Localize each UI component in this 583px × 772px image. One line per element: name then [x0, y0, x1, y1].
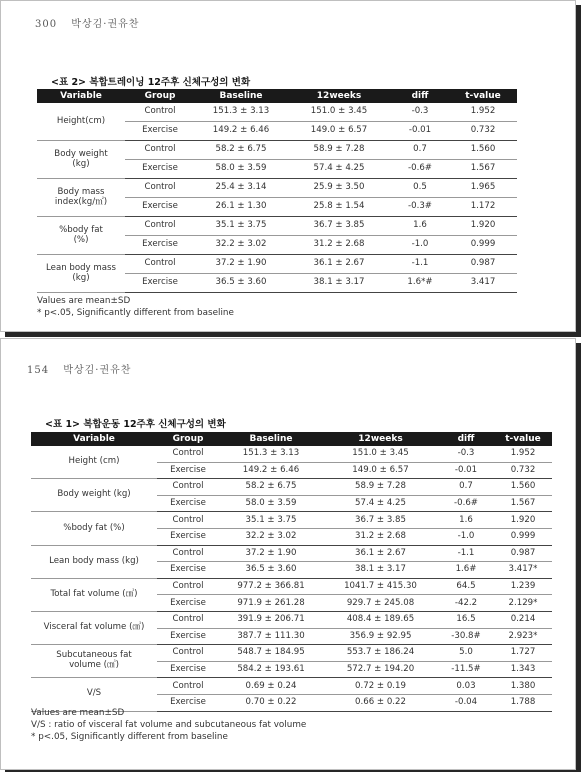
- cell-12weeks: 58.9 ± 7.28: [287, 141, 391, 160]
- cell-baseline: 548.7 ± 184.95: [219, 645, 323, 662]
- cell-group: Exercise: [125, 198, 195, 217]
- cell-12weeks: 57.4 ± 4.25: [323, 495, 438, 512]
- cell-group: Control: [157, 678, 219, 695]
- cell-variable: [31, 611, 157, 644]
- cell-t-value: 0.214: [494, 611, 552, 628]
- cell-variable: [31, 446, 157, 479]
- table-row: [37, 217, 517, 236]
- cell-diff: 0.7: [438, 479, 494, 496]
- cell-group: Control: [125, 141, 195, 160]
- page-number: 300: [35, 19, 58, 30]
- cell-variable: [31, 479, 157, 512]
- cell-variable: [31, 645, 157, 678]
- cell-t-value: 1.172: [449, 198, 517, 217]
- header-diff: diff: [438, 432, 494, 446]
- running-authors: 박상김·권유찬: [71, 19, 140, 30]
- cell-group: Exercise: [157, 661, 219, 678]
- cell-t-value: 0.999: [449, 236, 517, 255]
- cell-diff: 0.7: [391, 141, 449, 160]
- cell-t-value: 0.732: [494, 462, 552, 479]
- cell-group: Exercise: [125, 122, 195, 141]
- cell-12weeks: 58.9 ± 7.28: [323, 479, 438, 496]
- cell-diff: -42.2: [438, 595, 494, 612]
- page-panel-top: [0, 0, 576, 332]
- table-row: [37, 141, 517, 160]
- cell-t-value: 1.380: [494, 678, 552, 695]
- cell-group: Exercise: [125, 274, 195, 293]
- cell-baseline: 58.2 ± 6.75: [219, 479, 323, 496]
- cell-group: Exercise: [157, 595, 219, 612]
- cell-variable: [37, 255, 125, 293]
- cell-diff: -0.6#: [391, 160, 449, 179]
- variable-label-line: Subcutaneous fat: [56, 650, 132, 661]
- cell-group: Exercise: [157, 694, 219, 711]
- table-row: [31, 678, 552, 695]
- cell-group: Control: [157, 545, 219, 562]
- header-baseline: Baseline: [219, 432, 323, 446]
- table-row: [31, 611, 552, 628]
- cell-t-value: 2.923*: [494, 628, 552, 645]
- cell-diff: -0.01: [438, 462, 494, 479]
- cell-12weeks: 0.72 ± 0.19: [323, 678, 438, 695]
- cell-12weeks: 57.4 ± 4.25: [287, 160, 391, 179]
- page-number: 154: [27, 365, 50, 376]
- cell-baseline: 0.69 ± 0.24: [219, 678, 323, 695]
- cell-variable: [31, 512, 157, 545]
- cell-group: Control: [125, 103, 195, 122]
- cell-group: Control: [125, 255, 195, 274]
- cell-t-value: 2.129*: [494, 595, 552, 612]
- header-12weeks: 12weeks: [323, 432, 438, 446]
- cell-diff: -0.3: [438, 446, 494, 462]
- header-baseline: Baseline: [195, 89, 287, 103]
- variable-label-line: %body fat: [59, 224, 103, 235]
- cell-diff: -0.3: [391, 103, 449, 122]
- cell-diff: 64.5: [438, 578, 494, 595]
- cell-baseline: 151.3 ± 3.13: [219, 446, 323, 462]
- cell-t-value: 0.732: [449, 122, 517, 141]
- variable-label-line: V/S: [86, 688, 102, 699]
- cell-12weeks: 36.7 ± 3.85: [323, 512, 438, 529]
- variable-label-line: volume (㎤): [69, 660, 119, 671]
- variable-label-line: Lean body mass (kg): [49, 555, 139, 566]
- cell-variable: [37, 103, 125, 141]
- cell-baseline: 977.2 ± 366.81: [219, 578, 323, 595]
- cell-baseline: 25.4 ± 3.14: [195, 179, 287, 198]
- cell-group: Control: [157, 611, 219, 628]
- cell-baseline: 36.5 ± 3.60: [195, 274, 287, 293]
- cell-t-value: 0.999: [494, 528, 552, 545]
- cell-t-value: 1.239: [494, 578, 552, 595]
- cell-diff: -0.01: [391, 122, 449, 141]
- cell-12weeks: 408.4 ± 189.65: [323, 611, 438, 628]
- page-panel-bottom: [0, 338, 576, 770]
- cell-12weeks: 0.66 ± 0.22: [323, 694, 438, 711]
- page-header: [27, 361, 131, 376]
- cell-12weeks: 151.0 ± 3.45: [323, 446, 438, 462]
- cell-baseline: 37.2 ± 1.90: [195, 255, 287, 274]
- cell-group: Control: [157, 512, 219, 529]
- cell-baseline: 971.9 ± 261.28: [219, 595, 323, 612]
- cell-group: Control: [125, 179, 195, 198]
- table-row: [31, 512, 552, 529]
- cell-t-value: 1.567: [494, 495, 552, 512]
- cell-t-value: 1.788: [494, 694, 552, 711]
- cell-baseline: 37.2 ± 1.90: [219, 545, 323, 562]
- cell-t-value: 1.952: [449, 103, 517, 122]
- cell-diff: -0.6#: [438, 495, 494, 512]
- table-row: [31, 545, 552, 562]
- page-header: [35, 15, 139, 30]
- cell-diff: -11.5#: [438, 661, 494, 678]
- header-t-value: t-value: [449, 89, 517, 103]
- cell-diff: 1.6: [438, 512, 494, 529]
- cell-diff: -1.1: [391, 255, 449, 274]
- cell-t-value: 3.417: [449, 274, 517, 293]
- variable-label-line: Total fat volume (㎤): [50, 588, 138, 599]
- cell-baseline: 58.0 ± 3.59: [219, 495, 323, 512]
- cell-t-value: 0.987: [449, 255, 517, 274]
- cell-12weeks: 36.1 ± 2.67: [323, 545, 438, 562]
- cell-12weeks: 38.1 ± 3.17: [323, 562, 438, 579]
- cell-12weeks: 929.7 ± 245.08: [323, 595, 438, 612]
- variable-label-line: %body fat (%): [63, 522, 125, 533]
- cell-diff: -0.3#: [391, 198, 449, 217]
- variable-label-line: Height (cm): [68, 456, 120, 467]
- cell-baseline: 58.0 ± 3.59: [195, 160, 287, 179]
- table-header-row: [37, 89, 517, 103]
- header-diff: diff: [391, 89, 449, 103]
- cell-baseline: 32.2 ± 3.02: [195, 236, 287, 255]
- variable-label-line: Body weight: [54, 148, 108, 159]
- cell-variable: [37, 217, 125, 255]
- header-group: Group: [157, 432, 219, 446]
- cell-t-value: 1.560: [449, 141, 517, 160]
- cell-group: Control: [125, 217, 195, 236]
- cell-variable: [31, 578, 157, 611]
- note-line: Values are mean±SD: [31, 708, 125, 718]
- note-line: Values are mean±SD: [37, 296, 131, 306]
- table-row: [37, 103, 517, 122]
- cell-group: Exercise: [157, 628, 219, 645]
- cell-baseline: 584.2 ± 193.61: [219, 661, 323, 678]
- table-header-row: [31, 432, 552, 446]
- table-caption: <표 2> 복합트레이닝 12주후 신체구성의 변화: [51, 77, 251, 88]
- header-variable: Variable: [31, 432, 157, 446]
- variable-label-line: Height(cm): [56, 115, 106, 126]
- cell-group: Control: [157, 446, 219, 462]
- cell-baseline: 36.5 ± 3.60: [219, 562, 323, 579]
- cell-12weeks: 149.0 ± 6.57: [323, 462, 438, 479]
- cell-diff: -1.0: [438, 528, 494, 545]
- cell-diff: 1.6*#: [391, 274, 449, 293]
- cell-diff: 0.5: [391, 179, 449, 198]
- variable-label-line: Visceral fat volume (㎤): [43, 622, 145, 633]
- cell-12weeks: 151.0 ± 3.45: [287, 103, 391, 122]
- cell-t-value: 1.965: [449, 179, 517, 198]
- cell-t-value: 1.952: [494, 446, 552, 462]
- cell-t-value: 0.987: [494, 545, 552, 562]
- cell-12weeks: 356.9 ± 92.95: [323, 628, 438, 645]
- table-row: [31, 578, 552, 595]
- cell-baseline: 32.2 ± 3.02: [219, 528, 323, 545]
- cell-diff: -0.04: [438, 694, 494, 711]
- table-row: [31, 446, 552, 462]
- variable-label-line: Lean body mass: [46, 262, 116, 273]
- cell-diff: -1.0: [391, 236, 449, 255]
- cell-12weeks: 25.9 ± 3.50: [287, 179, 391, 198]
- cell-baseline: 151.3 ± 3.13: [195, 103, 287, 122]
- cell-baseline: 149.2 ± 6.46: [195, 122, 287, 141]
- cell-12weeks: 36.7 ± 3.85: [287, 217, 391, 236]
- body-composition-table: [37, 89, 517, 293]
- cell-variable: [37, 141, 125, 179]
- variable-label-line: (%): [73, 234, 89, 245]
- cell-group: Exercise: [157, 462, 219, 479]
- cell-baseline: 387.7 ± 111.30: [219, 628, 323, 645]
- running-authors: 박상김·권유찬: [63, 365, 132, 376]
- cell-12weeks: 36.1 ± 2.67: [287, 255, 391, 274]
- cell-diff: 0.03: [438, 678, 494, 695]
- cell-variable: [31, 545, 157, 578]
- table-notes: [31, 707, 306, 743]
- cell-group: Exercise: [157, 495, 219, 512]
- header-t-value: t-value: [494, 432, 552, 446]
- cell-t-value: 3.417*: [494, 562, 552, 579]
- table-row: [31, 479, 552, 496]
- cell-t-value: 1.560: [494, 479, 552, 496]
- cell-baseline: 58.2 ± 6.75: [195, 141, 287, 160]
- cell-group: Control: [157, 578, 219, 595]
- cell-12weeks: 149.0 ± 6.57: [287, 122, 391, 141]
- cell-12weeks: 38.1 ± 3.17: [287, 274, 391, 293]
- note-line: * p<.05, Significantly different from baseline: [37, 308, 234, 318]
- table-row: [37, 255, 517, 274]
- cell-variable: [37, 179, 125, 217]
- cell-12weeks: 31.2 ± 2.68: [287, 236, 391, 255]
- table-row: [31, 645, 552, 662]
- body-composition-table: [31, 432, 552, 712]
- header-12weeks: 12weeks: [287, 89, 391, 103]
- cell-baseline: 26.1 ± 1.30: [195, 198, 287, 217]
- cell-group: Exercise: [157, 562, 219, 579]
- cell-t-value: 1.727: [494, 645, 552, 662]
- cell-group: Exercise: [125, 236, 195, 255]
- cell-diff: 5.0: [438, 645, 494, 662]
- cell-diff: 1.6#: [438, 562, 494, 579]
- variable-label-line: Body weight (kg): [57, 489, 131, 500]
- variable-label-line: index(kg/㎡): [54, 196, 108, 207]
- note-line: * p<.05, Significantly different from baseline: [31, 732, 228, 742]
- cell-t-value: 1.343: [494, 661, 552, 678]
- variable-label-line: Body mass: [57, 186, 105, 197]
- table-caption: <표 1> 복합운동 12주후 신체구성의 변화: [45, 419, 226, 430]
- cell-baseline: 391.9 ± 206.71: [219, 611, 323, 628]
- cell-group: Exercise: [125, 160, 195, 179]
- cell-diff: -1.1: [438, 545, 494, 562]
- cell-t-value: 1.920: [494, 512, 552, 529]
- header-group: Group: [125, 89, 195, 103]
- cell-12weeks: 572.7 ± 194.20: [323, 661, 438, 678]
- cell-12weeks: 25.8 ± 1.54: [287, 198, 391, 217]
- cell-diff: 16.5: [438, 611, 494, 628]
- note-line: V/S : ratio of visceral fat volume and subcutaneous fat volume: [31, 720, 307, 730]
- cell-baseline: 35.1 ± 3.75: [219, 512, 323, 529]
- header-variable: Variable: [37, 89, 125, 103]
- variable-label-line: (kg): [72, 158, 90, 169]
- cell-baseline: 35.1 ± 3.75: [195, 217, 287, 236]
- cell-group: Control: [157, 645, 219, 662]
- table-notes: [37, 295, 234, 319]
- cell-12weeks: 1041.7 ± 415.30: [323, 578, 438, 595]
- cell-diff: 1.6: [391, 217, 449, 236]
- cell-12weeks: 31.2 ± 2.68: [323, 528, 438, 545]
- cell-baseline: 0.70 ± 0.22: [219, 694, 323, 711]
- cell-t-value: 1.920: [449, 217, 517, 236]
- cell-baseline: 149.2 ± 6.46: [219, 462, 323, 479]
- cell-diff: -30.8#: [438, 628, 494, 645]
- cell-group: Exercise: [157, 528, 219, 545]
- cell-group: Control: [157, 479, 219, 496]
- cell-t-value: 1.567: [449, 160, 517, 179]
- cell-12weeks: 553.7 ± 186.24: [323, 645, 438, 662]
- table-row: [37, 179, 517, 198]
- variable-label-line: (kg): [72, 272, 90, 283]
